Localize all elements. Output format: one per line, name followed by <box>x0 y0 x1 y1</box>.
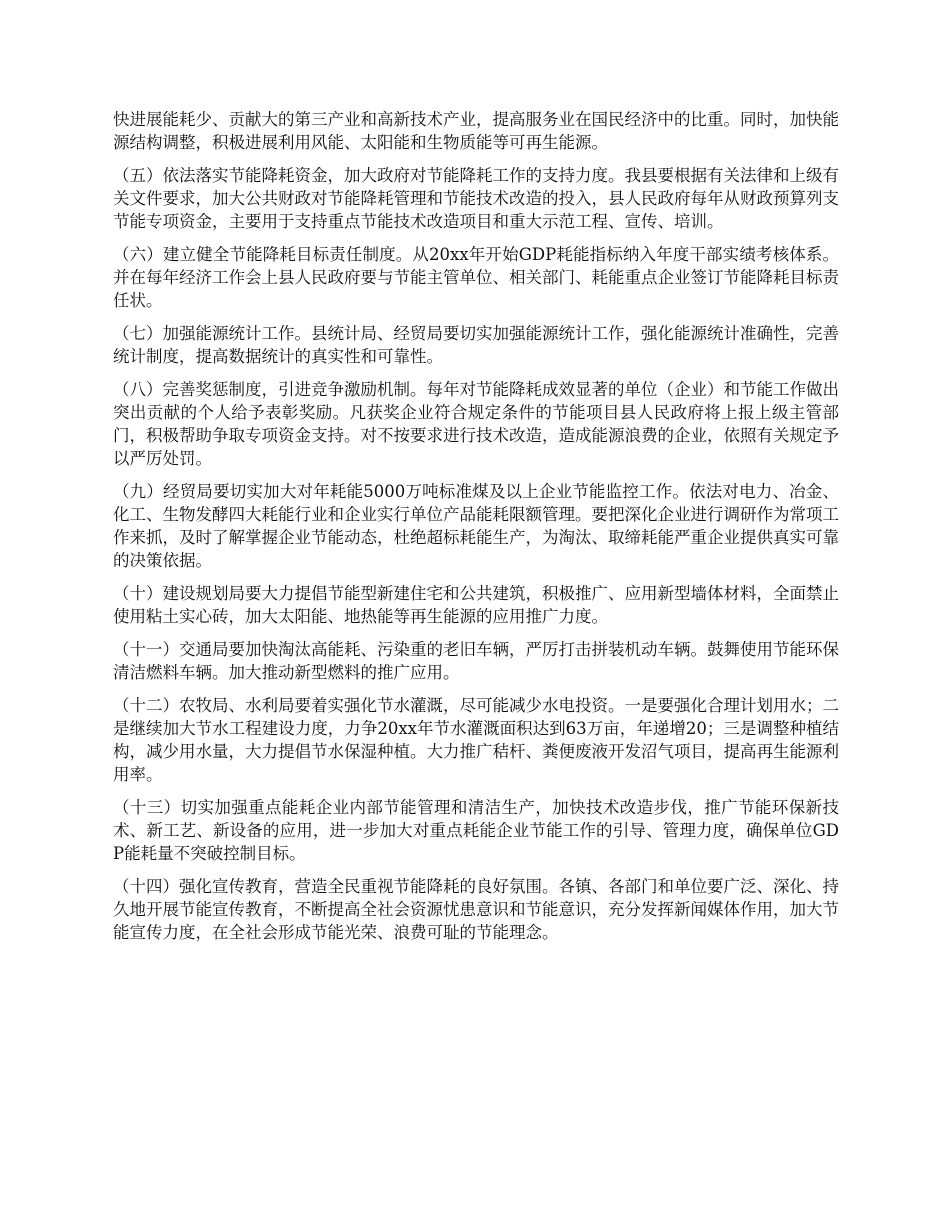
paragraph-6-responsibility: （六）建立健全节能降耗目标责任制度。从20xx年开始GDP耗能指标纳入年度干部实绩考核体系。并在每年经济工作会上县人民政府要与节能主管单位、相关部门、耗能重点企业签订节能降耗目标责任状。 <box>113 245 839 310</box>
paragraph-13-enterprise: （十三）切实加强重点能耗企业内部节能管理和清洁生产，加快技术改造步伐，推广节能环保新技术、新工艺、新设备的应用，进一步加大对重点耗能企业节能工作的引导、管理力度，确保单位GDP能耗量不突破控制目标。 <box>113 798 839 863</box>
document-body <box>113 108 839 954</box>
paragraph-10-construction: （十）建设规划局要大力提倡节能型新建住宅和公共建筑，积极推广、应用新型墙体材料，全面禁止使用粘土实心砖，加大太阳能、地热能等再生能源的应用推广力度。 <box>113 584 839 626</box>
paragraph-14-publicity: （十四）强化宣传教育，营造全民重视节能降耗的良好氛围。各镇、各部门和单位要广泛、深化、持久地开展节能宣传教育，不断提高全社会资源忧患意识和节能意识，充分发挥新闻媒体作用，加大节能宣传力度，在全社会形成节能光荣、浪费可耻的节能理念。 <box>113 877 839 942</box>
paragraph-7-statistics: （七）加强能源统计工作。县统计局、经贸局要切实加强能源统计工作，强化能源统计准确性，完善统计制度，提高数据统计的真实性和可靠性。 <box>113 324 839 366</box>
paragraph-5-funding: （五）依法落实节能降耗资金，加大政府对节能降耗工作的支持力度。我县要根据有关法律和上级有关文件要求，加大公共财政对节能降耗管理和节能技术改造的投入，县人民政府每年从财政预算列支节能专项资金，主要用于支持重点节能技术改造项目和重大示范工程、宣传、培训。 <box>113 166 839 231</box>
paragraph-12-irrigation: （十二）农牧局、水利局要着实强化节水灌溉，尽可能减少水电投资。一是要强化合理计划用水；二是继续加大节水工程建设力度，力争20xx年节水灌溉面积达到63万亩，年递增20；三是调整种植结构，减少用水量，大力提倡节水保湿种植。大力推广秸杆、粪便废液开发沼气项目，提高再生能源利用率。 <box>113 696 839 784</box>
paragraph-8-incentives: （八）完善奖惩制度，引进竞争激励机制。每年对节能降耗成效显著的单位（企业）和节能工作做出突出贡献的个人给予表彰奖励。凡获奖企业符合规定条件的节能项目县人民政府将上报上级主管部门，积极帮助争取专项资金支持。对不按要求进行技术改造，造成能源浪费的企业，依照有关规定予以严厉处罚。 <box>113 380 839 468</box>
paragraph-11-transport: （十一）交通局要加快淘汰高能耗、污染重的老旧车辆，严厉打击拼装机动车辆。鼓舞使用节能环保清洁燃料车辆。加大推动新型燃料的推广应用。 <box>113 640 839 682</box>
paragraph-economic-structure: 快进展能耗少、贡献大的第三产业和高新技术产业，提高服务业在国民经济中的比重。同时，加快能源结构调整，积极进展利用风能、太阳能和生物质能等可再生能源。 <box>113 110 839 152</box>
paragraph-9-monitoring: （九）经贸局要切实加大对年耗能5000万吨标准煤及以上企业节能监控工作。依法对电力、冶金、化工、生物发酵四大耗能行业和企业实行单位产品能耗限额管理。要把深化企业进行调研作为常项工作来抓，及时了解掌握企业节能动态，杜绝超标耗能生产，为淘汰、取缔耗能严重企业提供真实可靠的决策依据。 <box>113 482 839 570</box>
